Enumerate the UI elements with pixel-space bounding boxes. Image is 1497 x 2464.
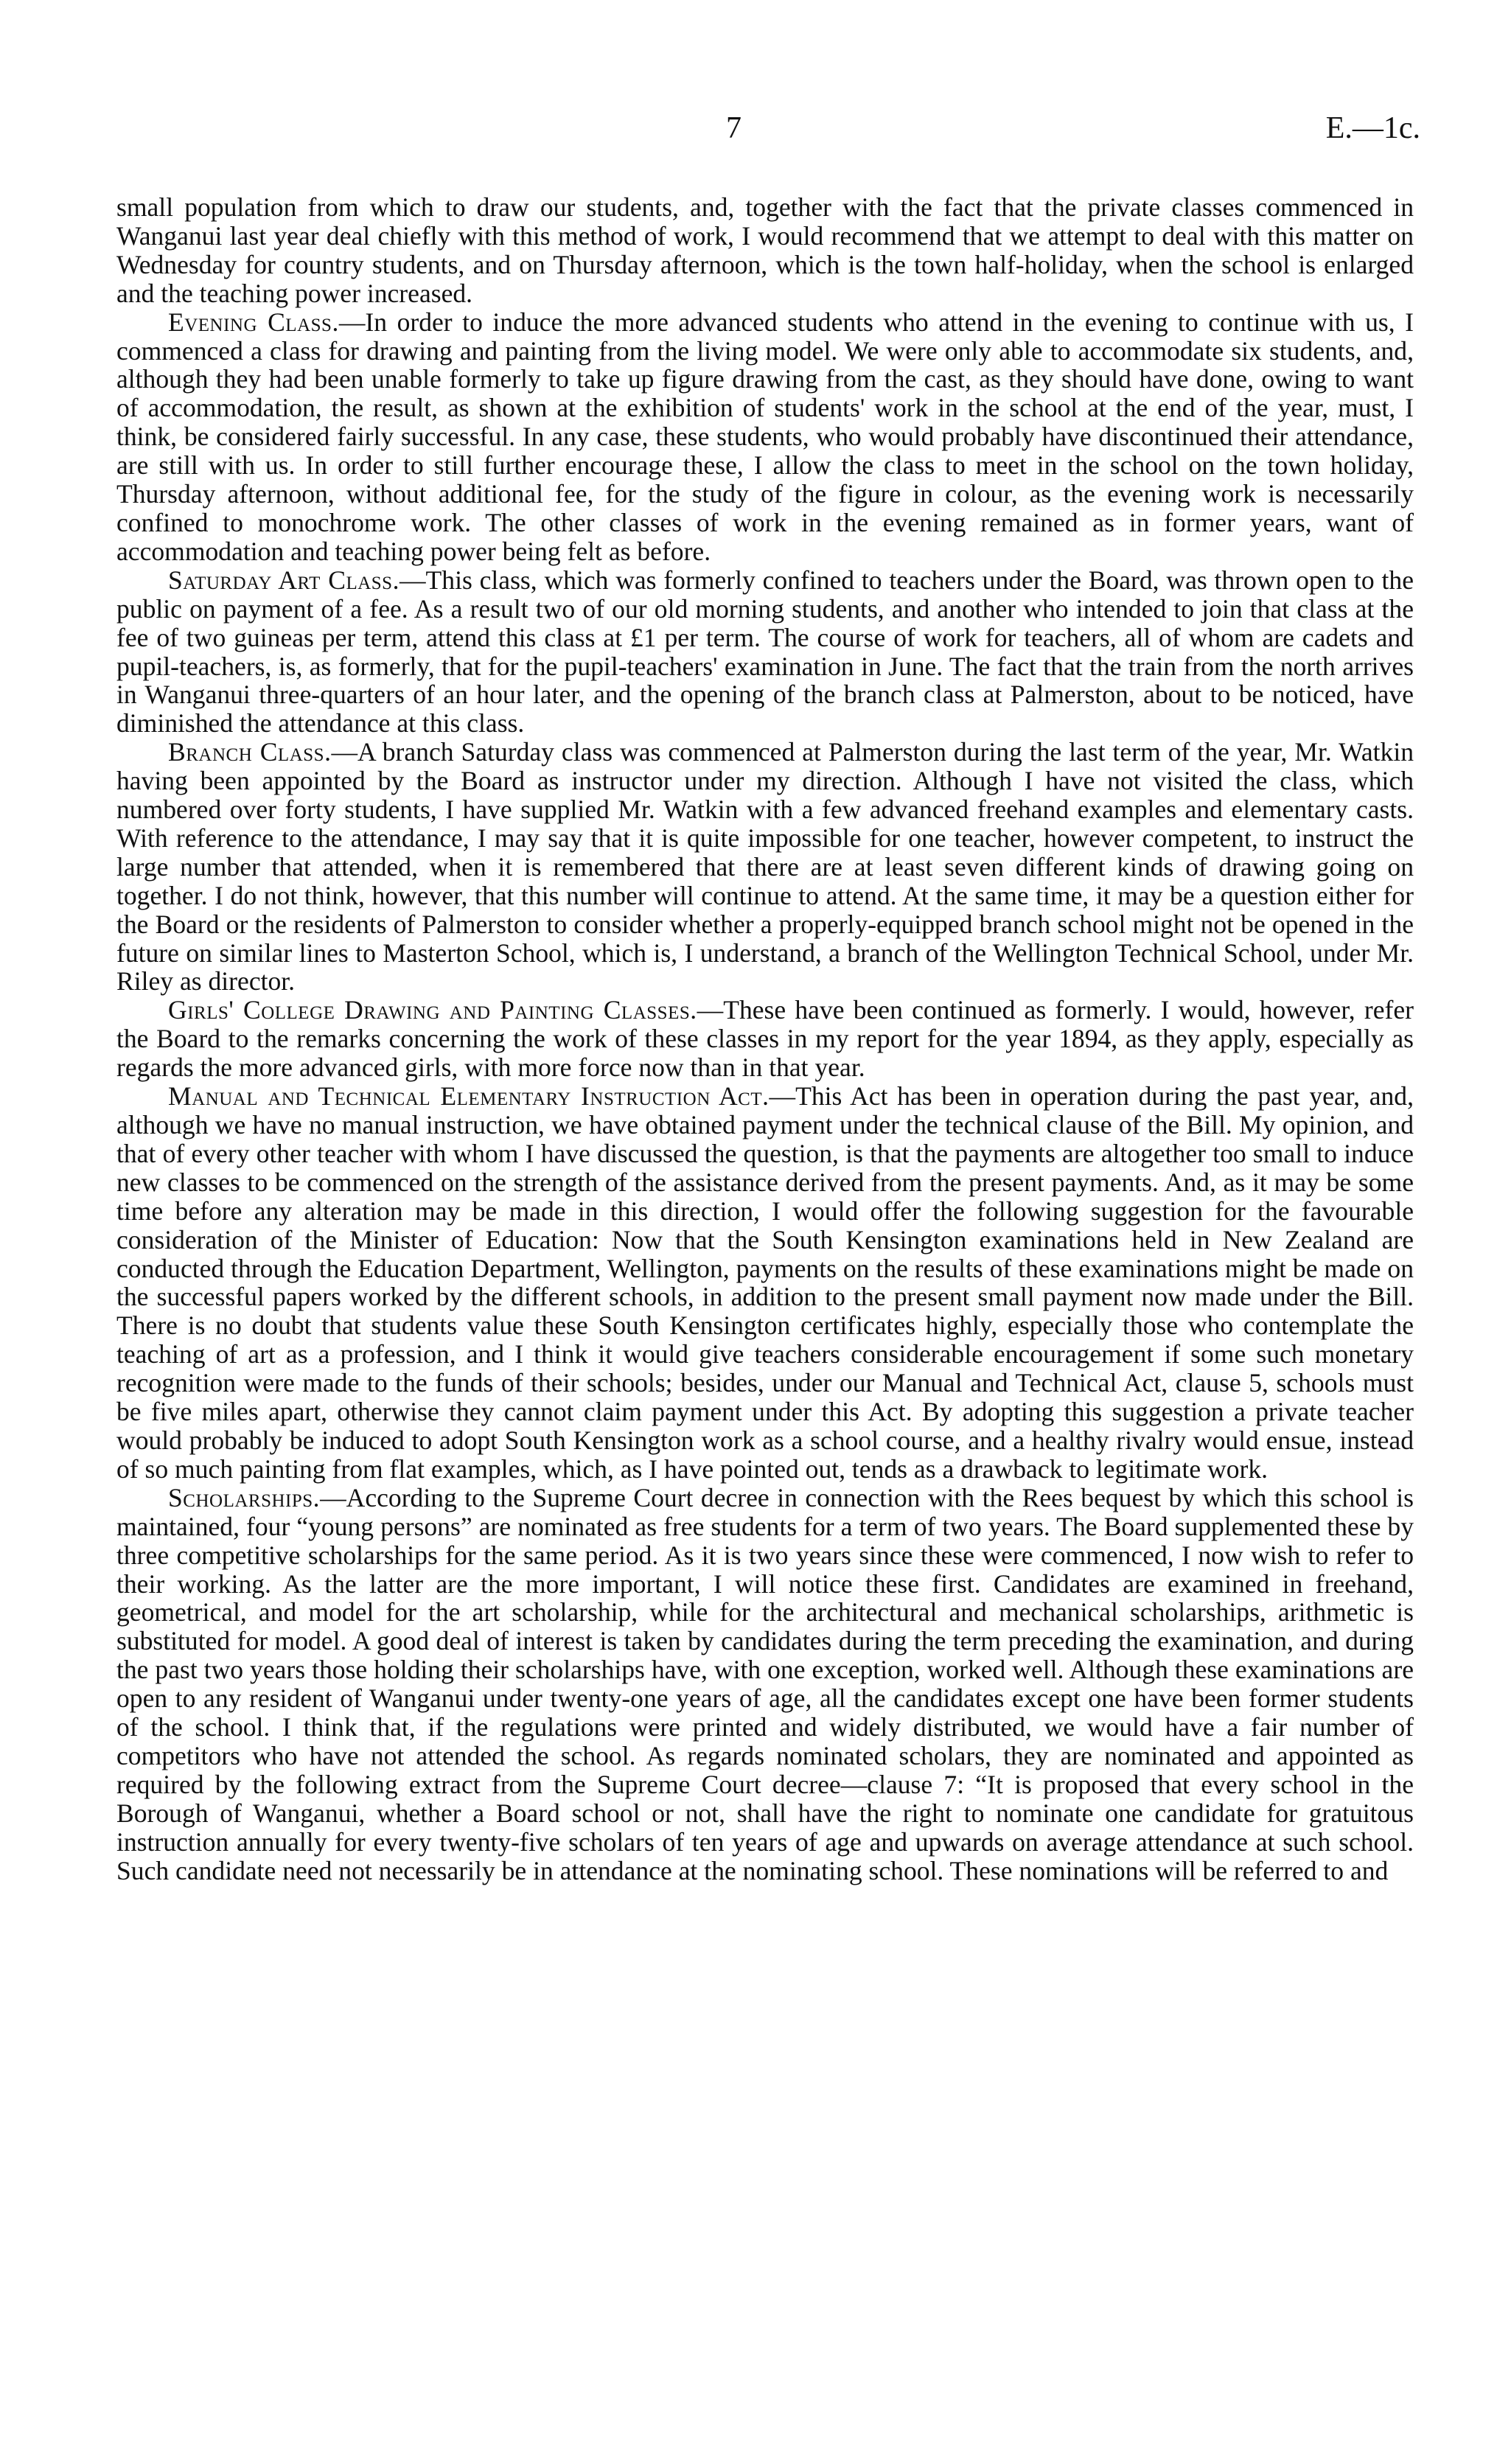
paragraph-text: —In order to induce the more advanced students who attend in the evening to continue with us, I commenced a class for drawing and painting from the living model. We were only able to accommodate six students, and, although they had been unable formerly to take up figure drawing from the cast, as they should have done, owing to want of accommodation, the result, as shown at the exhibition of students' work in the school at the end of the year, must, I think, be considered fairly successful. In any case, these students, who would probably have discontinued their attendance, are still with us. In order to still further encourage these, I allow the class to meet in the school on the town holiday, Thursday afternoon, without additional fee, for the study of the figure in colour, as the evening work is necessarily confined to monochrome work. The other classes of work in the evening remained as in former years, want of accommodation and teaching power being felt as before. xyxy=(116,307,1414,566)
section-heading-branch-class: Branch Class. xyxy=(168,737,332,767)
page-header xyxy=(0,111,1497,170)
paragraph-girls-college xyxy=(116,996,1414,1082)
paragraph-branch-class xyxy=(116,738,1414,996)
document-reference: E.—1c. xyxy=(1325,111,1420,145)
paragraph-text: —This Act has been in operation during the past year, and, although we have no manual instruction, we have obtained payment under the technical clause of the Bill. My opinion, and that of every other teacher with whom I have discussed the question, is that the payments are altogether too small to induce new classes to be commenced on the strength of the assistance derived from the present payments. And, as it may be some time before any alteration may be made in this direction, I would offer the following suggestion for the favourable consideration of the Minister of Education: Now that the South Kensington examinations held in New Zealand are conducted through the Education Department, Wellington, payments on the results of these examinations might be made on the successful papers worked by the different schools, in addition to the present small payment now made under the Bill. There is no doubt that students value these South Kensington certificates highly, especially those who contemplate the teaching of art as a profession, and I think it would give teachers considerable encouragement if some such monetary recognition were made to the funds of their schools; besides, under our Manual and Technical Act, clause 5, schools must be five miles apart, otherwise they cannot claim payment under this Act. By adopting this suggestion a private teacher would probably be induced to adopt South Kensington work as a school course, and a healthy rivalry would ensue, instead of so much painting from flat examples, which, as I have pointed out, tends as a drawback to legitimate work. xyxy=(116,1081,1414,1484)
section-heading-scholarships: Scholarships. xyxy=(168,1482,321,1512)
paragraph-text: —These have been continued as formerly. I would, however, refer the Board to the remarks concerning the work of these classes in my report for the year 1894, as they apply, especially as regards the more advanced girls, with more force now than in that year. xyxy=(116,995,1414,1083)
page-number: 7 xyxy=(726,111,741,145)
section-heading-manual-technical-act: Manual and Technical Elementary Instruction Act. xyxy=(168,1081,770,1111)
section-heading-evening-class: Evening Class. xyxy=(168,307,339,337)
paragraph-text: —A branch Saturday class was commenced at Palmerston during the last term of the year, Mr. Watkin having been appointed by the Board as instructor under my direction. Although I have not visited the class, which numbered over forty students, I have supplied Mr. Watkin with a few advanced freehand examples and elementary casts. With reference to the attendance, I may say that it is quite impossible for one teacher, however competent, to instruct the large number that attended, when it is remembered that there are at least seven different kinds of drawing going on together. I do not think, however, that this number will continue to attend. At the same time, it may be a question either for the Board or the residents of Palmerston to consider whether a properly-equipped branch school might not be opened in the future on similar lines to Masterton School, which is, I understand, a branch of the Wellington Technical School, under Mr. Riley as director. xyxy=(116,737,1414,997)
section-heading-saturday-art-class: Saturday Art Class. xyxy=(168,565,399,595)
body-text xyxy=(116,193,1414,1885)
paragraph-continuation xyxy=(116,193,1414,308)
paragraph-scholarships xyxy=(116,1484,1414,1885)
paragraph-text: small population from which to draw our students, and, together with the fact that the private classes commenced in Wanganui last year deal chiefly with this method of work, I would recommend that we attempt to deal with this matter on Wednesday for country students, and on Thursday afternoon, which is the town half-holiday, when the school is enlarged and the teaching power increased. xyxy=(116,192,1414,308)
paragraph-text: —According to the Supreme Court decree in connection with the Rees bequest by which this school is maintained, four “young persons” are nominated as free students for a term of two years. The Board supplemented these by three competitive scholarships for the same period. As it is two years since these were commenced, I now wish to refer to their working. As the latter are the more important, I will notice these first. Candidates are examined in freehand, geometrical, and model for the art scholarship, while for the architectural and mechanical scholarships, arithmetic is substituted for model. A good deal of interest is taken by candidates during the term preceding the examination, and during the past two years those holding their scholarships have, with one exception, worked well. Although these examinations are open to any resident of Wanganui under twenty-one years of age, all the candidates except one have been former students of the school. I think that, if the regulations were printed and widely distributed, we would have a fair number of competitors who have not attended the school. As regards nominated scholars, they are nominated and appointed as required by the following extract from the Supreme Court decree—clause 7: “It is proposed that every school in the Borough of Wanganui, whether a Board school or not, shall have the right to nominate one candidate for gratuitous instruction annually for every twenty-five scholars of ten years of age and upwards on average attendance at such school. Such candidate need not necessarily be in attendance at the nominating school. These nominations will be referred to and xyxy=(116,1482,1414,1885)
paragraph-text: —This class, which was formerly confined to teachers under the Board, was thrown open to the public on payment of a fee. As a result two of our old morning students, and another who intended to join that class at the fee of two guineas per term, attend this class at £1 per term. The course of work for teachers, all of whom are cadets and pupil-teachers, is, as formerly, that for the pupil-teachers' examination in June. The fact that the train from the north arrives in Wanganui three-quarters of an hour later, and the opening of the branch class at Palmerston, about to be noticed, have diminished the attendance at this class. xyxy=(116,565,1414,739)
section-heading-girls-college: Girls' College Drawing and Painting Classes. xyxy=(168,995,697,1025)
paragraph-manual-technical-act xyxy=(116,1082,1414,1484)
paragraph-evening-class xyxy=(116,308,1414,566)
paragraph-saturday-art-class xyxy=(116,566,1414,738)
